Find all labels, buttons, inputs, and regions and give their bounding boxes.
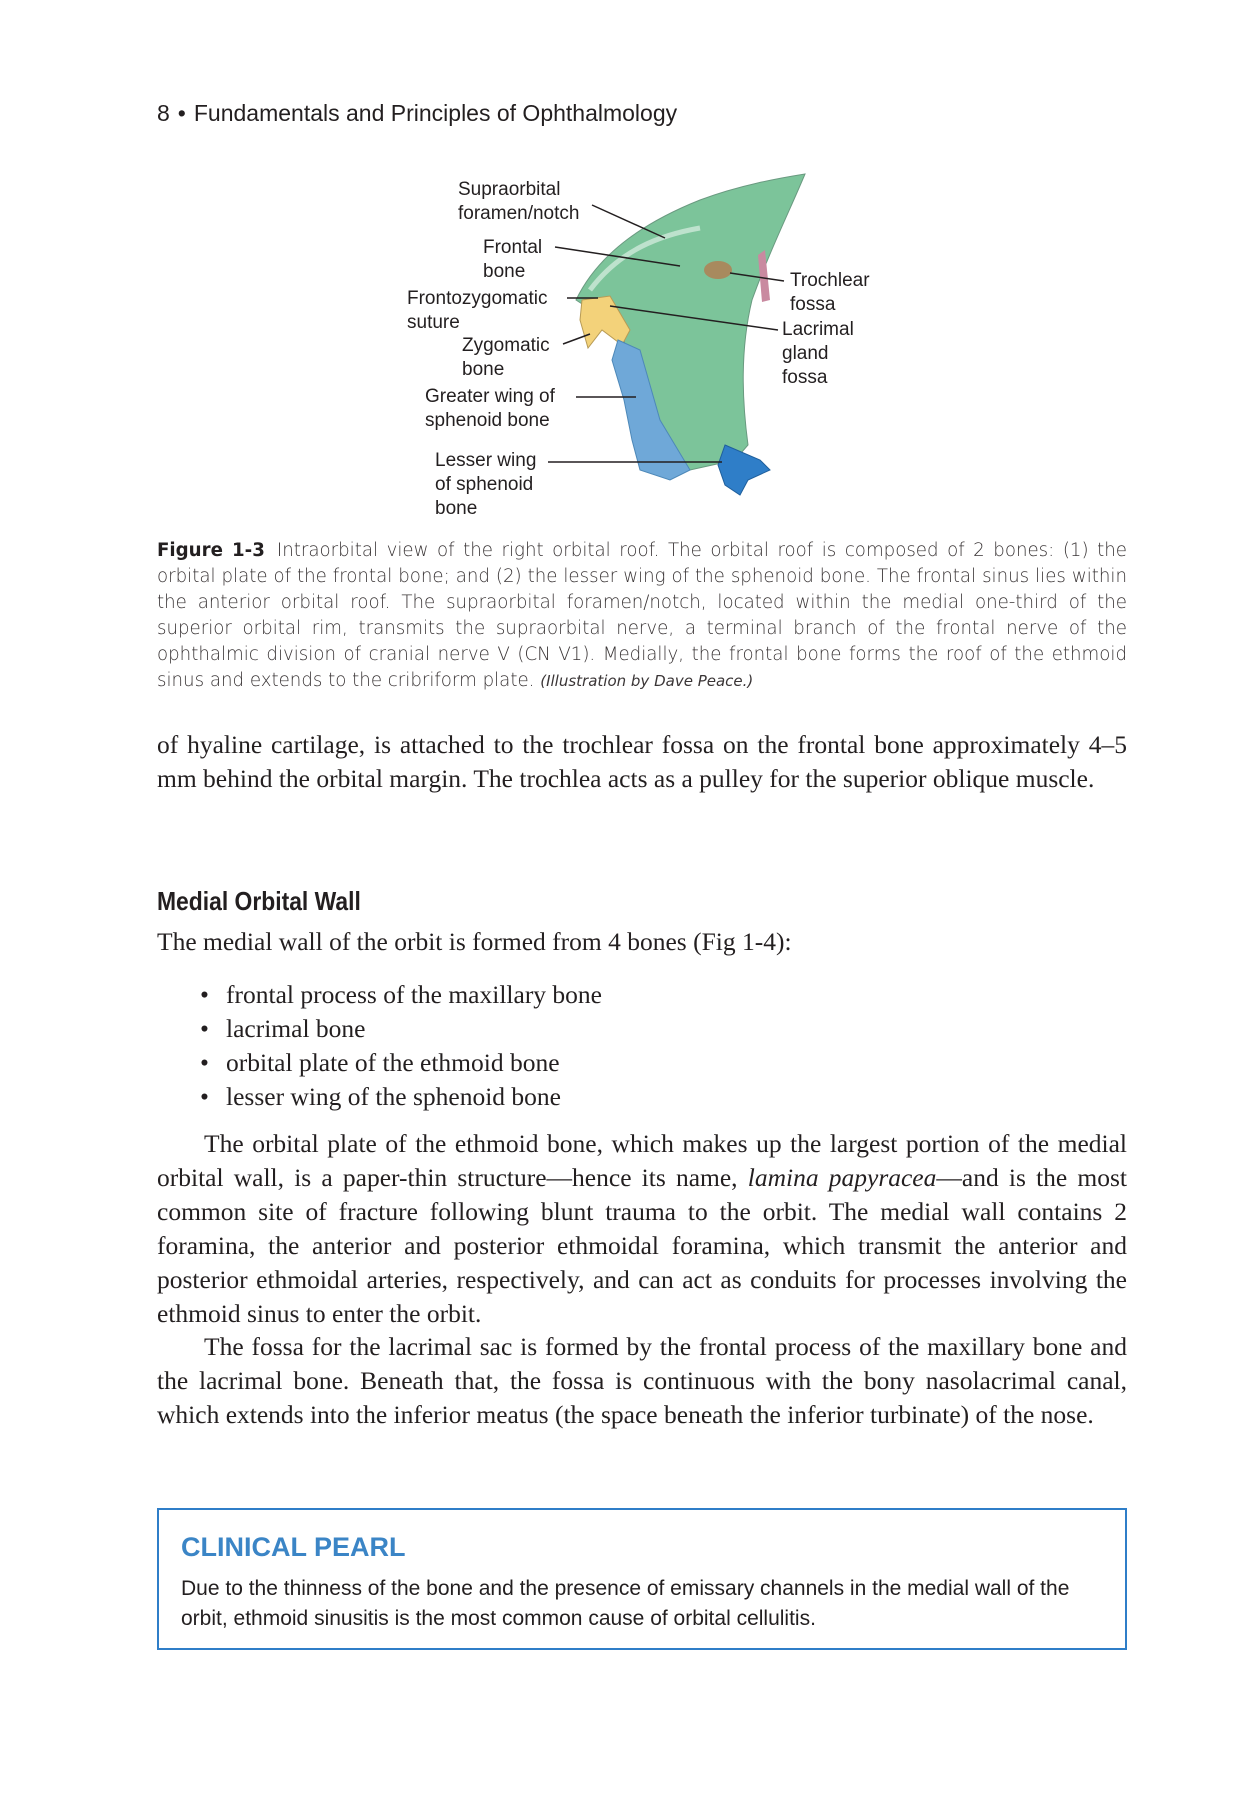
caption-text: Intraorbital view of the right orbital roof. The orbital roof is composed of 2 bones: (1) the orbital plate of the frontal bone; and (2) the lesser wing of the sphenoid bone. The frontal sinus lies within the anterior orbital roof. The supraorbital foramen/notch, located within the medial one-third of the superior orbital rim, transmits the supraorbital nerve, a terminal branch of the frontal nerve of the ophthalmic division of cranial nerve V (CN V1). Medially, the frontal bone forms the roof of the ethmoid sinus and extends to the cribriform plate. (157, 540, 1127, 691)
paragraph-lamina-italic: lamina papyracea (747, 1163, 937, 1192)
label-greater-wing: Greater wing of sphenoid bone (425, 386, 555, 431)
paragraph-lamina-end: —and is the most common site of fracture following blunt trauma to the orbit. The medial wall contains 2 foramina, the anterior and posterior ethmoidal foramina, which transmit the anterior and posterior ethmoidal arteries, respectively, and can act as conduits for processes involving the ethmoid sinus to enter the orbit. (157, 1163, 1127, 1328)
bone-list (200, 978, 602, 1114)
paragraph-lacrimal-sac: The fossa for the lacrimal sac is formed by the frontal process of the maxillary bone and the lacrimal bone. Beneath that, the fossa is continuous with the bony nasolacrimal canal, which extends into the inferior meatus (the space beneath the inferior turbinate) of the nose. (157, 1332, 1127, 1429)
orbital-roof-illustration (0, 0, 1258, 540)
label-lacrimal-fossa: Lacrimal gland fossa (782, 319, 854, 388)
label-trochlear-fossa: Trochlear fossa (790, 270, 870, 315)
list-item: • lacrimal bone (200, 1012, 602, 1046)
caption-credit: (Illustration by Dave Peace.) (540, 672, 754, 690)
trochlear-fossa-shape (704, 261, 732, 279)
paragraph-lamina-start: The orbital plate of the ethmoid bone, which makes up the largest portion of the medial orbital wall, is a paper-thin structure—hence its name, (157, 1129, 1127, 1192)
header-bullet: • (177, 100, 186, 126)
section-title: Medial Orbital Wall (157, 886, 361, 916)
clinical-pearl-title: CLINICAL PEARL (181, 1532, 406, 1562)
figure-label: Figure 1-3 (157, 540, 265, 561)
label-supraorbital: Supraorbital foramen/notch (458, 179, 580, 224)
list-item: • orbital plate of the ethmoid bone (200, 1046, 602, 1080)
paragraph-continued: of hyaline cartilage, is attached to the trochlear fossa on the frontal bone approximately 4–5 mm behind the orbital margin. The trochlea acts as a pulley for the superior oblique muscle. (157, 730, 1127, 793)
paragraph-lamina (157, 1127, 1127, 1331)
figure-caption (157, 538, 1127, 694)
section-intro: The medial wall of the orbit is formed from 4 bones (Fig 1-4): (157, 927, 792, 956)
clinical-pearl-text: Due to the thinness of the bone and the presence of emissary channels in the medial wall of the orbit, ethmoid sinusitis is the most common cause of orbital cellulitis. (181, 1577, 1070, 1630)
label-frontal-bone: Frontal bone (483, 237, 543, 282)
label-frontozygomatic: Frontozygomatic suture (407, 288, 548, 333)
label-lesser-wing: Lesser wing of sphenoid bone (435, 450, 537, 519)
clinical-pearl-box (157, 1508, 1127, 1650)
book-title: Fundamentals and Principles of Ophthalmology (193, 100, 678, 126)
page-number: 8 (157, 100, 170, 126)
figure-1-3 (0, 0, 1258, 540)
label-zygomatic-bone: Zygomatic bone (462, 335, 550, 380)
list-item: • frontal process of the maxillary bone (200, 978, 602, 1012)
sphenoid-lesser-wing-shape (718, 445, 770, 495)
list-item: • lesser wing of the sphenoid bone (200, 1080, 602, 1114)
